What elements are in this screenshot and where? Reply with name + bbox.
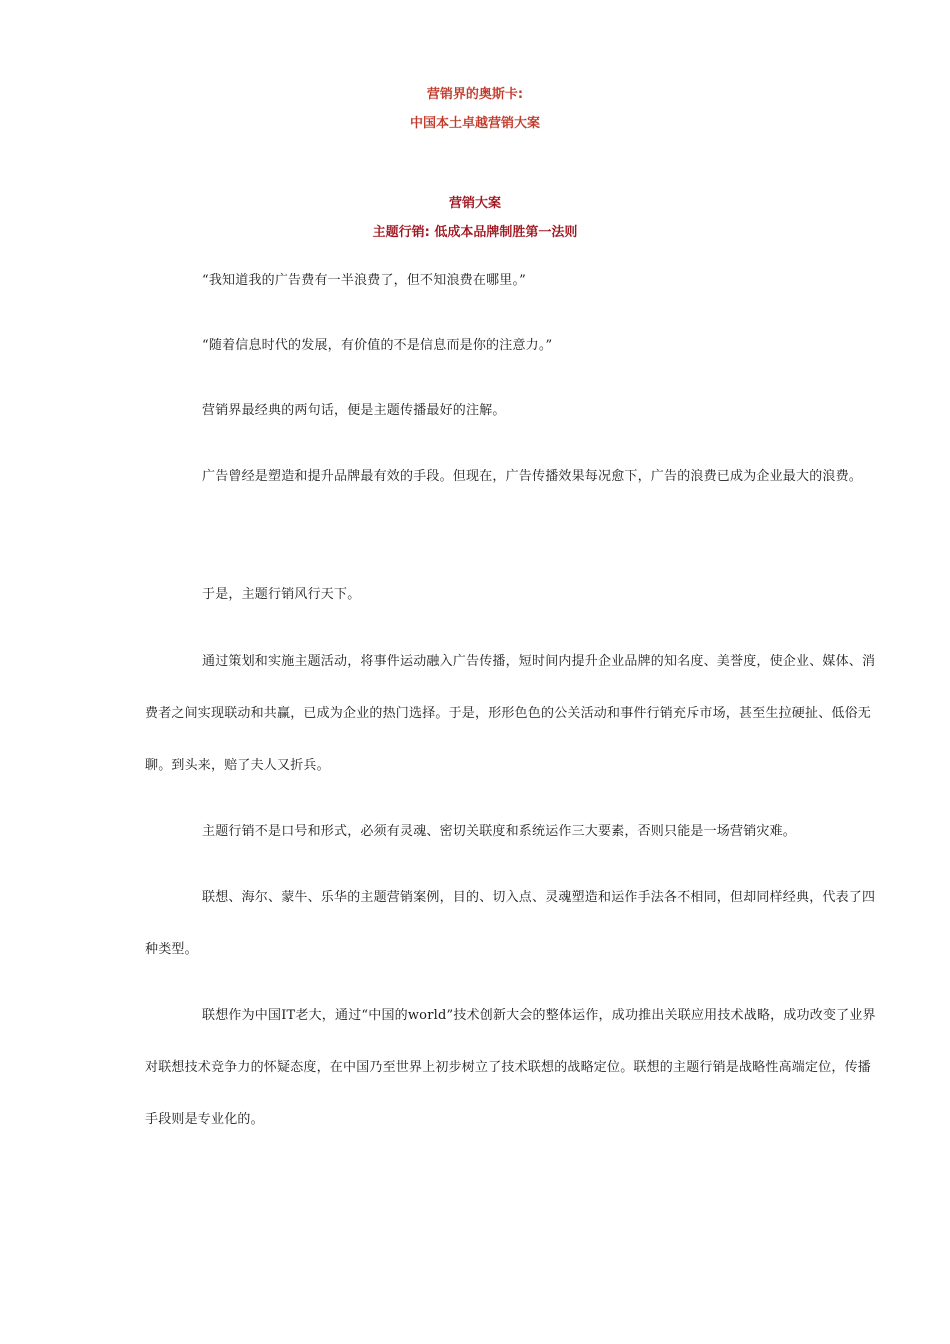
section-title: 营销大案 [448, 196, 501, 211]
paragraph-advertising: 广告曾经是塑造和提升品牌最有效的手段。但现在，广告传播效果每况愈下，广告的浪费已成为企业最大的浪费。 [202, 469, 863, 484]
paragraph-intro: 营销界最经典的两句话，便是主题传播最好的注解。 [202, 403, 506, 418]
paragraph-elements: 主题行销不是口号和形式，必须有灵魂、密切关联度和系统运作三大要素，否则只能是一场营销灾难。 [202, 824, 797, 839]
paragraph-strategy: 通过策划和实施主题活动，将事件运动融入广告传播，短时间内提升企业品牌的知名度、美誉度，使企业、媒体、消费者之间实现联动和共赢，已成为企业的热门选择。于是，形形色色的公关活动和事件行销充斥市场，甚至生拉硬扯、低俗无聊。到头来，赔了夫人又折兵。 [145, 654, 876, 773]
document-title-line-1: 营销界的奥斯卡: [426, 87, 524, 102]
paragraph-cases: 联想、海尔、蒙牛、乐华的主题营销案例，目的、切入点、灵魂塑造和运作手法各不相同，但却同样经典，代表了四种类型。 [145, 890, 876, 957]
paragraph-theme-marketing: 于是，主题行销风行天下。 [202, 587, 361, 602]
section-subtitle: 主题行销: 低成本品牌制胜第一法则 [372, 225, 578, 240]
paragraph-quote-1: “我知道我的广告费有一半浪费了，但不知浪费在哪里。” [202, 273, 526, 288]
paragraph-quote-2: “随着信息时代的发展，有价值的不是信息而是你的注意力。” [202, 338, 553, 353]
paragraph-lenovo: 联想作为中国IT老大，通过“中国的world”技术创新大会的整体运作，成功推出关联应用技术战略，成功改变了业界对联想技术竞争力的怀疑态度，在中国乃至世界上初步树立了技术联想的战略定位。联想的主题行销是战略性高端定位，传播手段则是专业化的。 [145, 1008, 876, 1127]
document-title-line-2: 中国本土卓越营销大案 [409, 116, 540, 131]
